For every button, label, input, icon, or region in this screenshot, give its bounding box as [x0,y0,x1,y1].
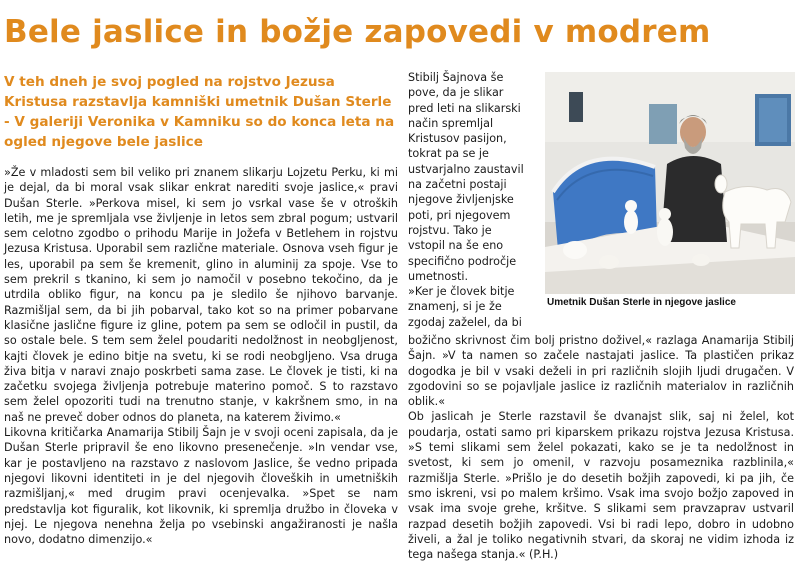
mid-paragraph-1: Stibilj Šajnova še pove, da je slikar pred leti na slikarski način spremljal Kristusov pasijon, tokrat pa se je ustvarjalno zaustavil na začetni postaji njegove življenjske poti, pri njegovem rojstvu. Tako je vstopil na še eno specifično področje umetnosti. [408,71,524,283]
article-title: Bele jaslice in božje zapovedi v modrem [4,14,711,50]
bottom-paragraph-2: Ob jaslicah je Sterle razstavil še dvanajst slik, saj ni želel, kot poudarja, ostati samo pri kiparskem prikazu rojstva Jezusa Kristusa. »S temi slikami sem želel pokazati, kako se je ta nedolžnost in svetost, ki sem jo omenil, v razvoju posameznika razblinila,« razmišlja Sterle. »Prišlo je do desetih božjih zapovedi, ki pa jih, če smo iskreni, vsi po malem kršimo. Vsak ima svojo božjo zapoved in vsak ima svoje grehe, kršitve. S slikami sem pravzaprav ustvaril razpad desetih božjih zapovedi. Vsi bi radi lepo, dobro in udobno živeli, a žal je toliko negativnih stvari, da skoraj ne vidim izhoda iz tega našega stanja.« (P.H.) [408,410,794,562]
article-photo [545,72,795,294]
mid-paragraph-2: »Ker je človek bitje znamenj, si je že zgodaj zaželel, da bi [408,285,522,329]
bottom-paragraph-1: božično skrivnost čim bolj pristno doživel,« razlaga Anamarija Stibilj Šajn. »V ta namen so začele nastajati jaslice. Ta plastičen prikaz dogodka je bil v vsaki deželi in pri različnih slojih ljudi drugačen. V zgodovini so se pojavljale jaslice iz različnih materialov in različnih oblik.« [408,334,794,409]
left-column [4,165,398,547]
gallery-scene-illustration [545,72,795,294]
middle-column [408,70,526,330]
left-paragraph-1: »Že v mladosti sem bil veliko pri znanem slikarju Lojzetu Perku, ki mi je dejal, da bi moral vsak slikar enkrat narediti svoje jaslice,« pravi Dušan Sterle. »Perkova misel, ki sem jo vsrkal vase še v otroških letih, me je spremljala vse življenje in letos sem zbral pogum; ustvaril sem celotno zgodbo o prihodu Marije in Jožefa v Betlehem in rojstvu Jezusa Kristusa. Uporabil sem različne materiale. Osnova vseh figur je les, uporabil pa sem še kremenit, glino in aluminij za spoje. Vse to sem prekril s tkanino, ki sem jo namočil v posebno tekočino, da je utrdila obliko figur, na koncu pa je sledilo še njihovo barvanje. Razmišljal sem, da bi jih pobarval, tako kot so na primer pobarvane klasične jaslične figure iz gline, potem pa sem se odločil in pustil, da so ostale bele. S tem sem želel poudariti nedolžnost in neobgljenost, kajti človek je edino bitje na svetu, ki se rodi neobgljeno. Vsa druga živa bitja v naravi znajo poskrbeti sama zase. Le človek je tisti, ki na začetku svojega življenja potrebuje materino pomoč. S to razstavo sem želel opozoriti tudi na trenutno stanje, v kakršnem smo, in na naš ne preveč dober odnos do planeta, na katerem živimo.« [4,166,398,424]
photo-caption: Umetnik Dušan Sterle in njegove jaslice [547,297,736,308]
left-paragraph-2: Likovna kritičarka Anamarija Stibilj Šajn je v svoji oceni zapisala, da je Dušan Sterle pripravil še eno likovno presenečenje. »In vendar vse, kar je postavljeno na razstavo z naslovom Jaslice, še vedno pripada njegovi likovni identiteti in je del njegovih človeških in umetniških razmišljanj,« med drugim pravi ocenjevalka. »Spet se nam predstavlja kot figuralik, kot likovnik, ki spremlja družbo in človeka v njej. Le njegova nenehna želja po vsebinski angažiranosti je našla novo, dodatno dimenzijo.« [4,426,398,547]
bottom-column [408,333,794,562]
article-lead: V teh dneh je svoj pogled na rojstvo Jezusa Kristusa razstavlja kamniški umetnik Dušan Sterle - V galeriji Veronika v Kamniku so do konca leta na ogled njegove bele jaslice [4,74,395,150]
